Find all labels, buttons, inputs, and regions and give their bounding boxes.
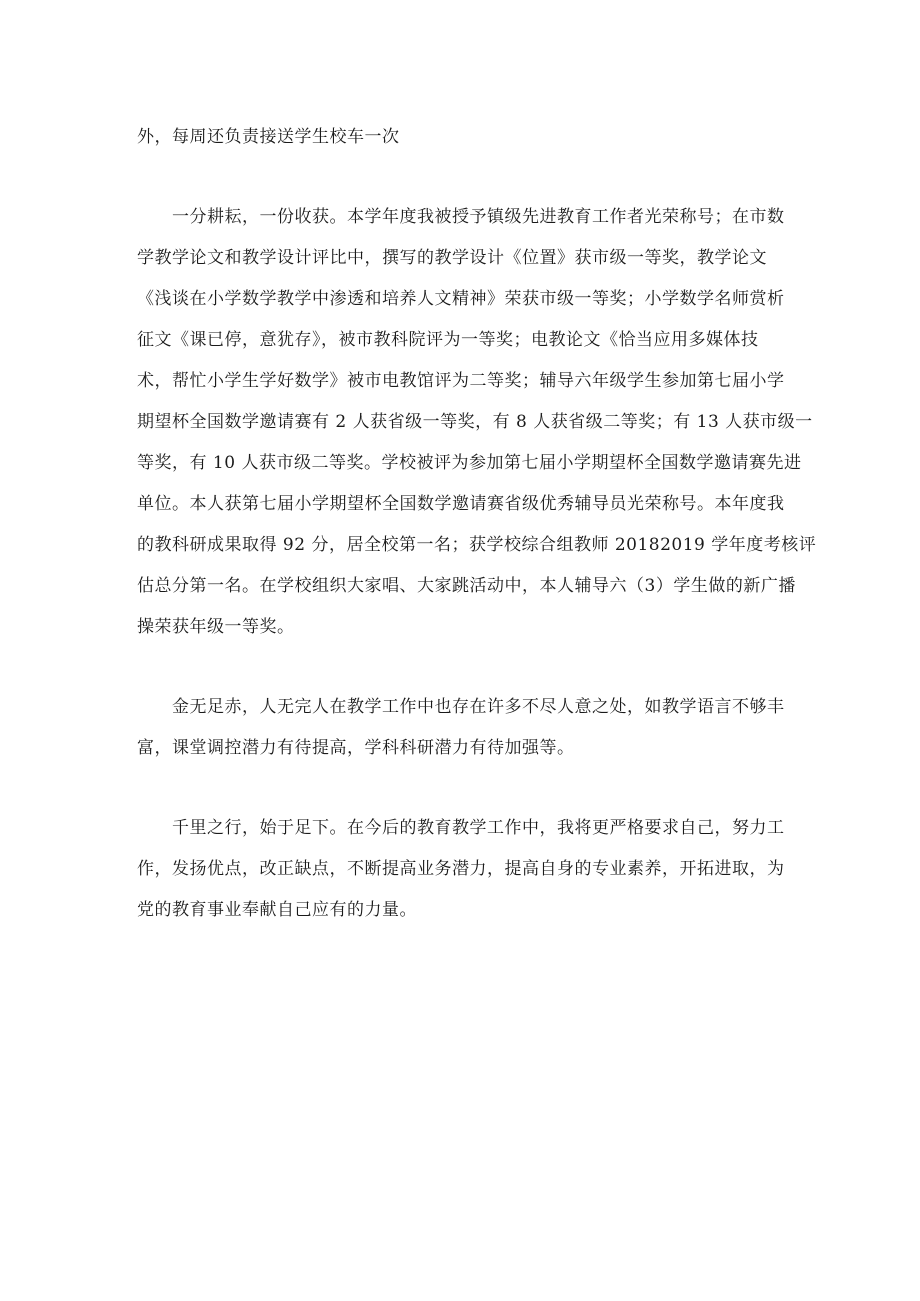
paragraph-2-line-5: 术，帮忙小学生学好数学》被市电教馆评为二等奖；辅导六年级学生参加第七届小学	[137, 371, 785, 391]
paragraph-4-line-1: 千里之行，始于足下。在今后的教育教学工作中，我将更严格要求自己，努力工	[172, 818, 785, 838]
paragraph-2-line-7: 等奖，有 10 人获市级二等奖。学校被评为参加第七届小学期望杯全国数学邀请赛先进	[137, 453, 802, 473]
paragraph-2-line-11: 操荣获年级一等奖。	[137, 617, 295, 637]
paragraph-1-line-1: 外，每周还负责接送学生校车一次	[137, 127, 400, 147]
paragraph-2-line-8: 单位。本人获第七届小学期望杯全国数学邀请赛省级优秀辅导员光荣称号。本年度我	[137, 494, 785, 514]
paragraph-4-line-3: 党的教育事业奉献自己应有的力量。	[137, 900, 417, 920]
paragraph-4-line-2: 作，发扬优点，改正缺点，不断提高业务潜力，提高自身的专业素养，开拓进取，为	[137, 859, 785, 879]
paragraph-3-line-2: 富，课堂调控潜力有待提高，学科科研潜力有待加强等。	[137, 738, 575, 758]
paragraph-2-line-6: 期望杯全国数学邀请赛有 2 人获省级一等奖，有 8 人获省级二等奖；有 13 人获市级一	[137, 412, 813, 432]
paragraph-3-line-1: 金无足赤，人无完人在教学工作中也存在许多不尽人意之处，如教学语言不够丰	[172, 697, 785, 717]
paragraph-2-line-3: 《浅谈在小学数学教学中渗透和培养人文精神》荣获市级一等奖；小学数学名师赏析	[137, 289, 785, 309]
paragraph-2-line-1: 一分耕耘，一份收获。本学年度我被授予镇级先进教育工作者光荣称号；在市数	[172, 207, 785, 227]
paragraph-2-line-10: 估总分第一名。在学校组织大家唱、大家跳活动中，本人辅导六（3）学生做的新广播	[137, 576, 796, 596]
paragraph-2-line-9: 的教科研成果取得 92 分，居全校第一名；获学校综合组教师 20182019 学年度考核评	[137, 535, 817, 555]
paragraph-2-line-2: 学教学论文和教学设计评比中，撰写的教学设计《位置》获市级一等奖，教学论文	[137, 248, 767, 268]
paragraph-2-line-4: 征文《课已停，意犹存》，被市教科院评为一等奖；电教论文《恰当应用多媒体技	[137, 330, 759, 350]
